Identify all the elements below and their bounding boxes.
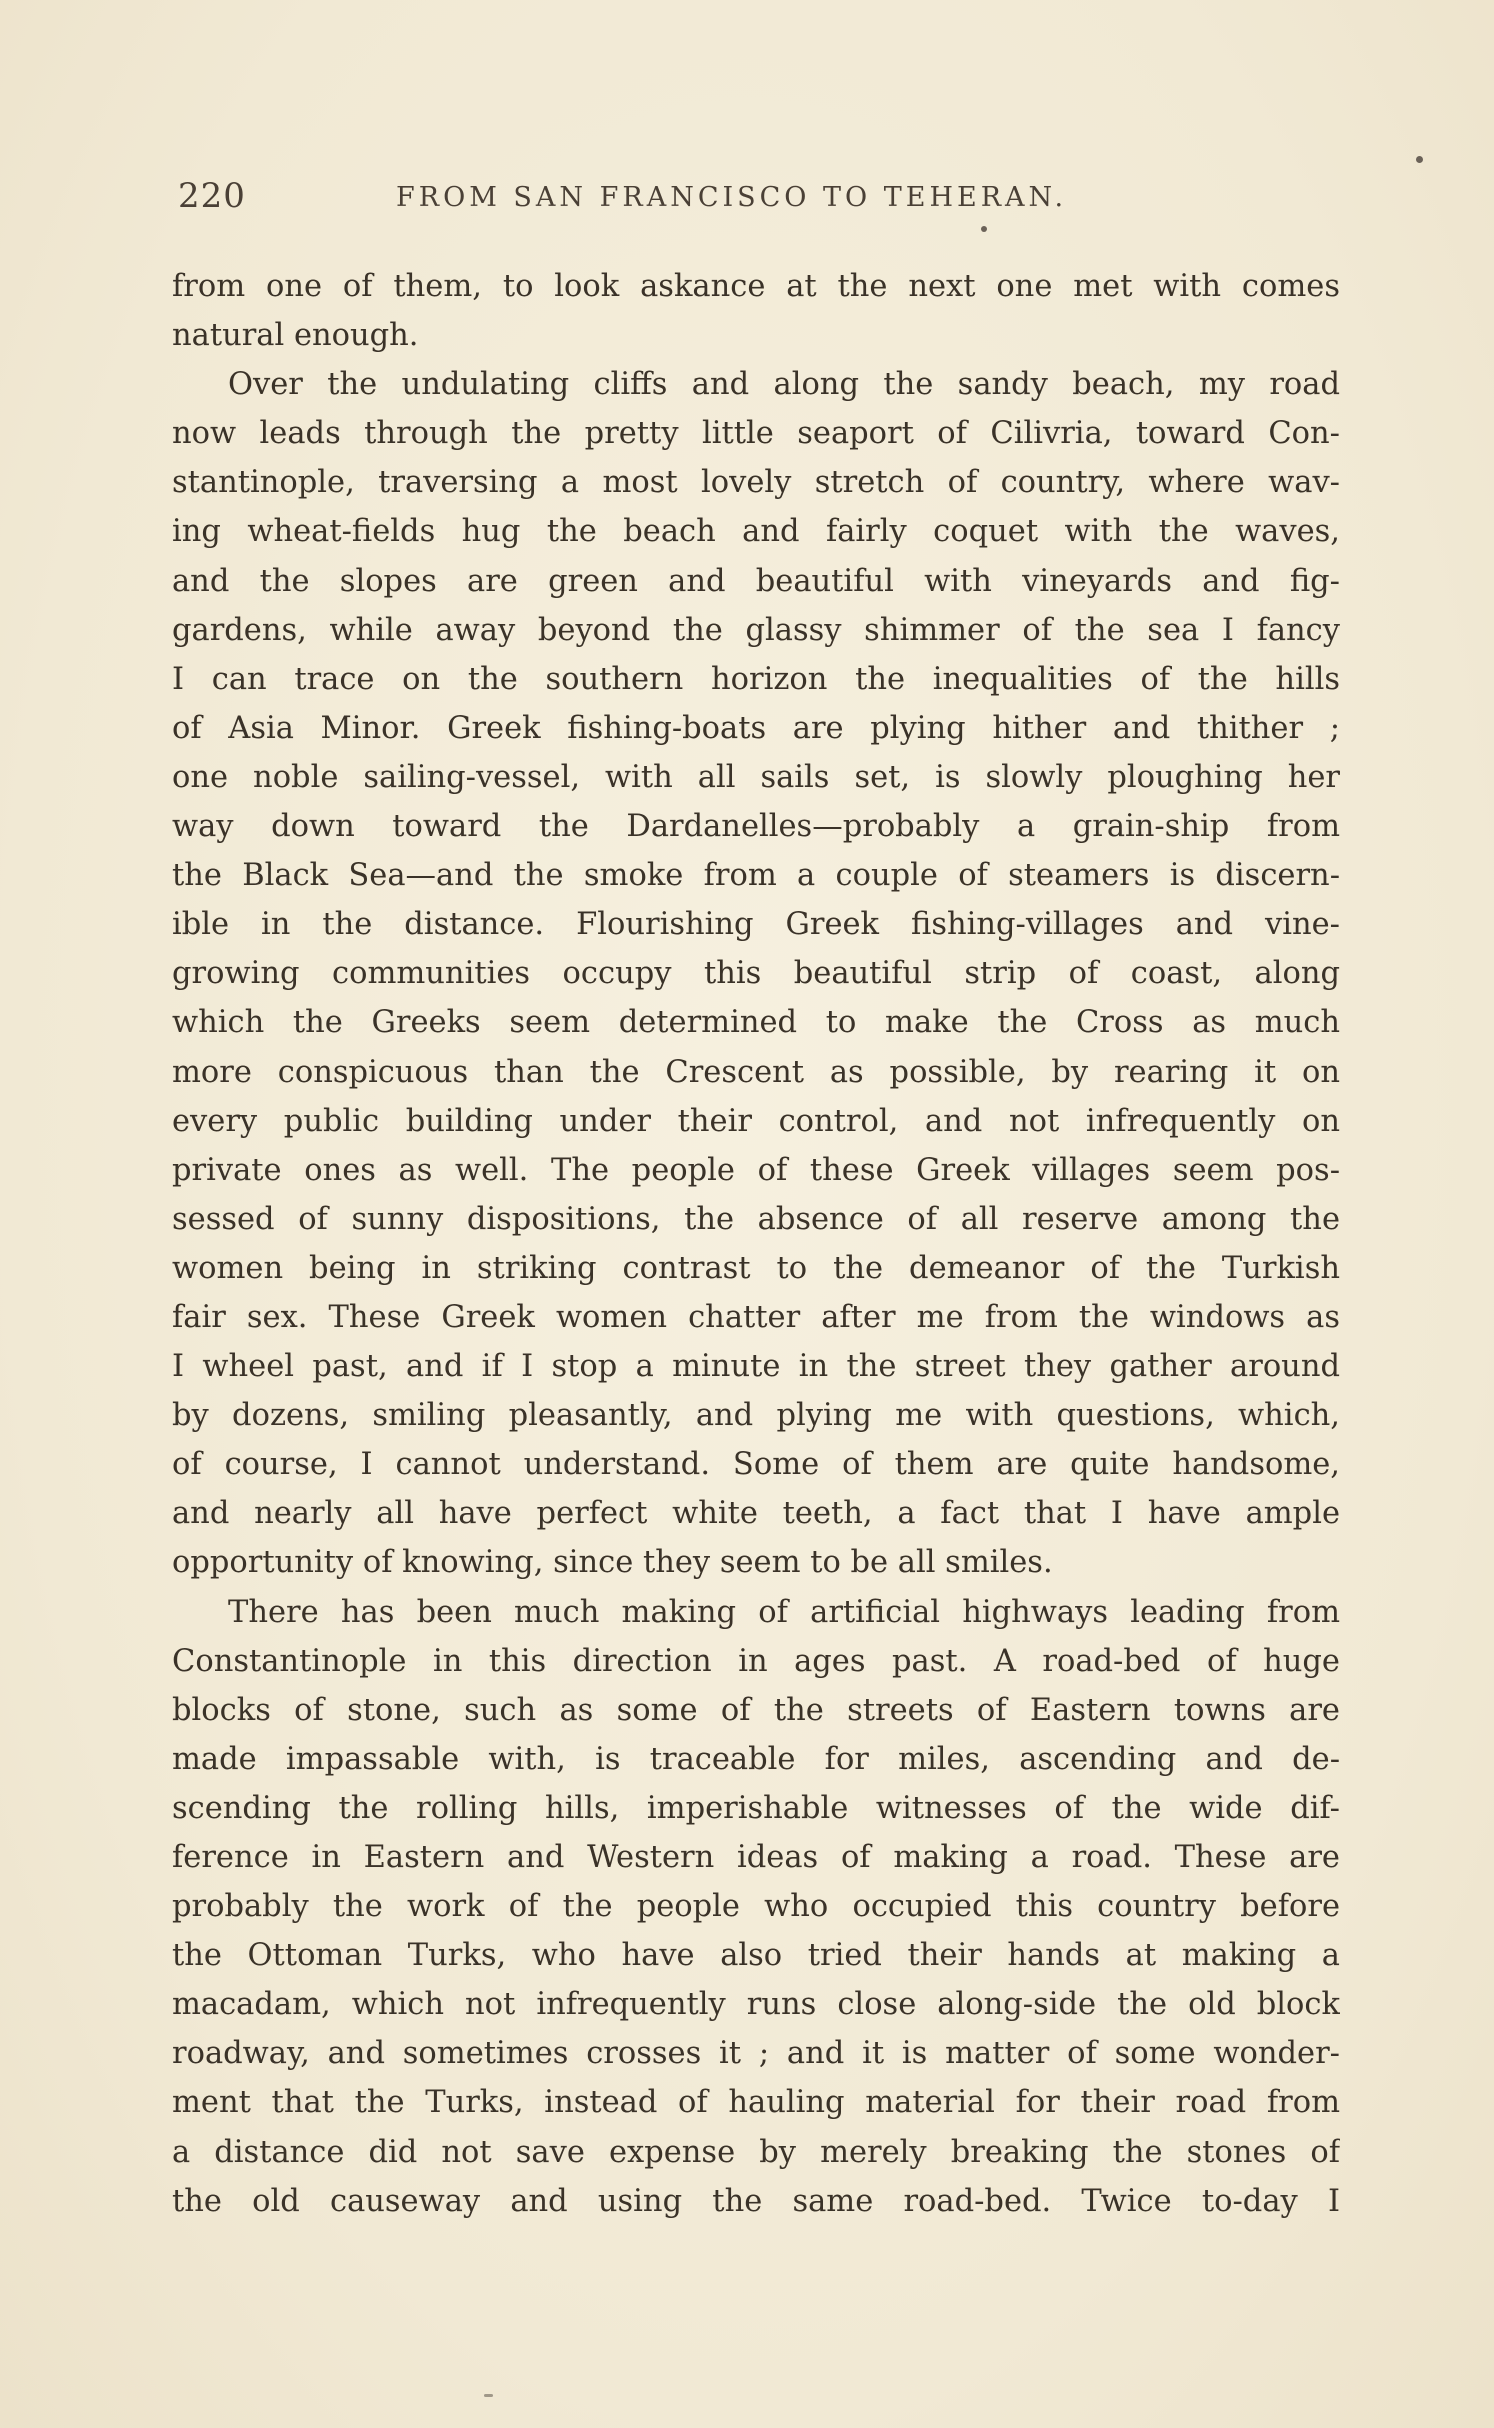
text-line: Constantinople in this direction in ages past. A road-bed of huge <box>172 1643 1340 1679</box>
text-line: probably the work of the people who occupied this country before <box>172 1889 1340 1925</box>
text-line: and nearly all have perfect white teeth, a fact that I have ample <box>172 1496 1340 1532</box>
text-line: sessed of sunny dispositions, the absence of all reserve among the <box>172 1201 1340 1237</box>
text-line: ference in Eastern and Western ideas of making a road. These are <box>172 1840 1340 1875</box>
text-line: which the Greeks seem determined to make the Cross as much <box>172 1005 1340 1041</box>
ink-speck <box>484 2394 493 2397</box>
text-line: the old causeway and using the same road-bed. Twice to-day I <box>172 2183 1340 2219</box>
text-line: natural enough. <box>172 318 419 354</box>
page-header <box>172 176 1340 222</box>
text-line: women being in striking contrast to the demeanor of the Turkish <box>172 1250 1340 1286</box>
text-line: from one of them, to look askance at the next one met with comes <box>172 269 1340 304</box>
text-line: a distance did not save expense by merely breaking the stones of <box>172 2134 1340 2170</box>
text-line: by dozens, smiling pleasantly, and plying me with questions, which, <box>172 1398 1340 1434</box>
running-title: FROM SAN FRANCISCO TO TEHERAN. <box>396 182 1068 213</box>
text-line: every public building under their control, and not infrequently on <box>172 1103 1340 1139</box>
text-line: Over the undulating cliffs and along the sandy beach, my road <box>228 367 1340 403</box>
text-line: ment that the Turks, instead of hauling material for their road from <box>172 2085 1340 2121</box>
text-line: I can trace on the southern horizon the inequalities of the hills <box>172 661 1340 697</box>
text-line: more conspicuous than the Crescent as possible, by rearing it on <box>172 1054 1340 1090</box>
text-line: way down toward the Dardanelles—probably a grain-ship from <box>172 809 1340 845</box>
text-line: now leads through the pretty little seaport of Cilivria, toward Con- <box>172 416 1340 452</box>
text-line: I wheel past, and if I stop a minute in the street they gather around <box>172 1349 1340 1385</box>
text-line: scending the rolling hills, imperishable witnesses of the wide dif- <box>172 1790 1340 1826</box>
text-line: blocks of stone, such as some of the streets of Eastern towns are <box>172 1692 1340 1728</box>
text-line: one noble sailing-vessel, with all sails set, is slowly ploughing her <box>172 759 1340 795</box>
page-number: 220 <box>178 176 246 216</box>
text-line: ing wheat-fields hug the beach and fairly coquet with the waves, <box>172 514 1340 550</box>
text-line: opportunity of knowing, since they seem to be all smiles. <box>172 1545 1053 1581</box>
text-line: the Ottoman Turks, who have also tried their hands at making a <box>172 1938 1340 1974</box>
text-line: of Asia Minor. Greek fishing-boats are plying hither and thither ; <box>172 710 1340 746</box>
text-line: of course, I cannot understand. Some of them are quite handsome, <box>172 1447 1340 1483</box>
text-line: fair sex. These Greek women chatter after me from the windows as <box>172 1299 1340 1335</box>
text-line: macadam, which not infrequently runs close along-side the old block <box>172 1987 1340 2023</box>
text-line: private ones as well. The people of these Greek villages seem pos- <box>172 1152 1340 1188</box>
text-line: gardens, while away beyond the glassy shimmer of the sea I fancy <box>172 612 1340 648</box>
text-line: ible in the distance. Flourishing Greek fishing-villages and vine- <box>172 907 1340 943</box>
text-line: and the slopes are green and beautiful with vineyards and fig- <box>172 563 1340 599</box>
text-line: There has been much making of artificial highways leading from <box>228 1594 1340 1630</box>
text-line: roadway, and sometimes crosses it ; and it is matter of some wonder- <box>172 2036 1340 2072</box>
text-line: made impassable with, is traceable for miles, ascending and de- <box>172 1741 1340 1777</box>
ink-speck <box>981 226 987 232</box>
body-text <box>172 262 1340 2226</box>
text-line: growing communities occupy this beautiful strip of coast, along <box>172 956 1340 992</box>
text-line: the Black Sea—and the smoke from a couple of steamers is discern- <box>172 858 1340 894</box>
text-line: stantinople, traversing a most lovely stretch of country, where wav- <box>172 465 1340 501</box>
ink-speck <box>1416 156 1423 163</box>
